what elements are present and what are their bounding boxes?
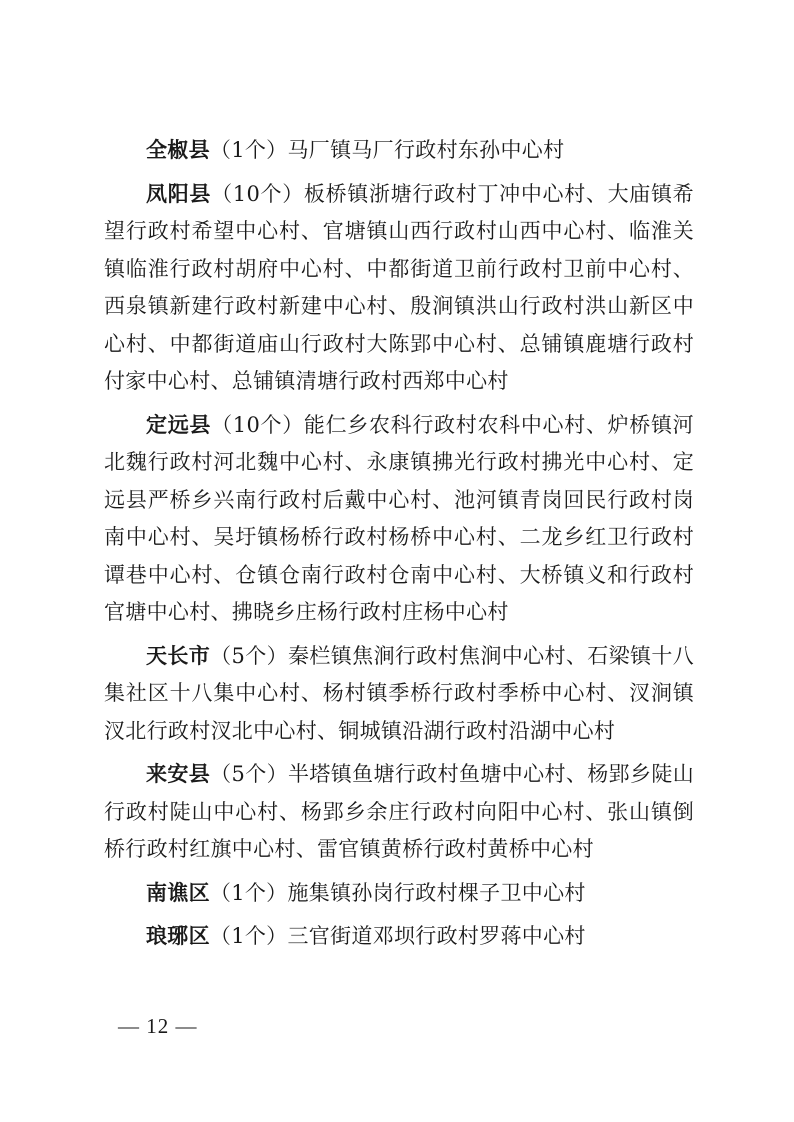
list-item [104,918,694,956]
county-name: 天长市 [146,643,211,668]
village-count: （1个） [209,924,288,948]
list-item [104,176,694,401]
village-list: 秦栏镇焦涧行政村焦涧中心村、石梁镇十八集社区十八集中心村、杨村镇季桥行政村季桥中心村、汊涧镇汊北行政村汊北中心村、铜城镇沿湖行政村沿湖中心村 [104,643,694,743]
county-name: 全椒县 [146,138,210,162]
list-item [104,638,694,751]
village-list: 板桥镇浙塘行政村丁冲中心村、大庙镇希望行政村希望中心村、官塘镇山西行政村山西中心村、临淮关镇临淮行政村胡府中心村、中都街道卫前行政村卫前中心村、西泉镇新建行政村新建中心村、殷涧镇洪山行政村洪山新区中心村、中都街道庙山行政村大陈郢中心村、总铺镇鹿塘行政村付家中心村、总铺镇清塘行政村西郑中心村 [104,181,694,393]
village-list: 施集镇孙岗行政村棵子卫中心村 [287,880,586,905]
village-count: （1个） [209,880,288,905]
county-name: 定远县 [146,412,212,437]
village-list: 半塔镇鱼塘行政村鱼塘中心村、杨郢乡陡山行政村陡山中心村、杨郢乡余庄行政村向阳中心村、张山镇倒桥行政村红旗中心村、雷官镇黄桥行政村黄桥中心村 [104,762,694,861]
village-count: （1个） [209,138,288,162]
document-body [104,132,694,962]
village-count: （5个） [210,762,288,786]
village-list: 三官街道邓坝行政村罗蒋中心村 [287,924,586,948]
list-item [104,132,694,170]
village-list: 能仁乡农科行政村农科中心村、炉桥镇河北魏行政村河北魏中心村、永康镇拂光行政村拂光中心村、定远县严桥乡兴南行政村后戴中心村、池河镇青岗回民行政村岗南中心村、吴圩镇杨桥行政村杨桥中心村、二龙乡红卫行政村谭巷中心村、仓镇仓南行政村仓南中心村、大桥镇义和行政村官塘中心村、拂晓乡庄杨行政村庄杨中心村 [104,412,694,624]
village-count: （5个） [210,643,288,668]
county-name: 凤阳县 [146,181,212,206]
village-count: （10个） [211,412,304,437]
county-name: 来安县 [146,762,211,786]
list-item [104,875,694,913]
list-item [104,756,694,869]
village-list: 马厂镇马厂行政村东孙中心村 [287,138,565,162]
county-name: 南谯区 [146,880,210,905]
page-number: — 12 — [118,1014,198,1038]
list-item [104,407,694,632]
village-count: （10个） [211,181,304,206]
county-name: 琅琊区 [146,924,210,948]
